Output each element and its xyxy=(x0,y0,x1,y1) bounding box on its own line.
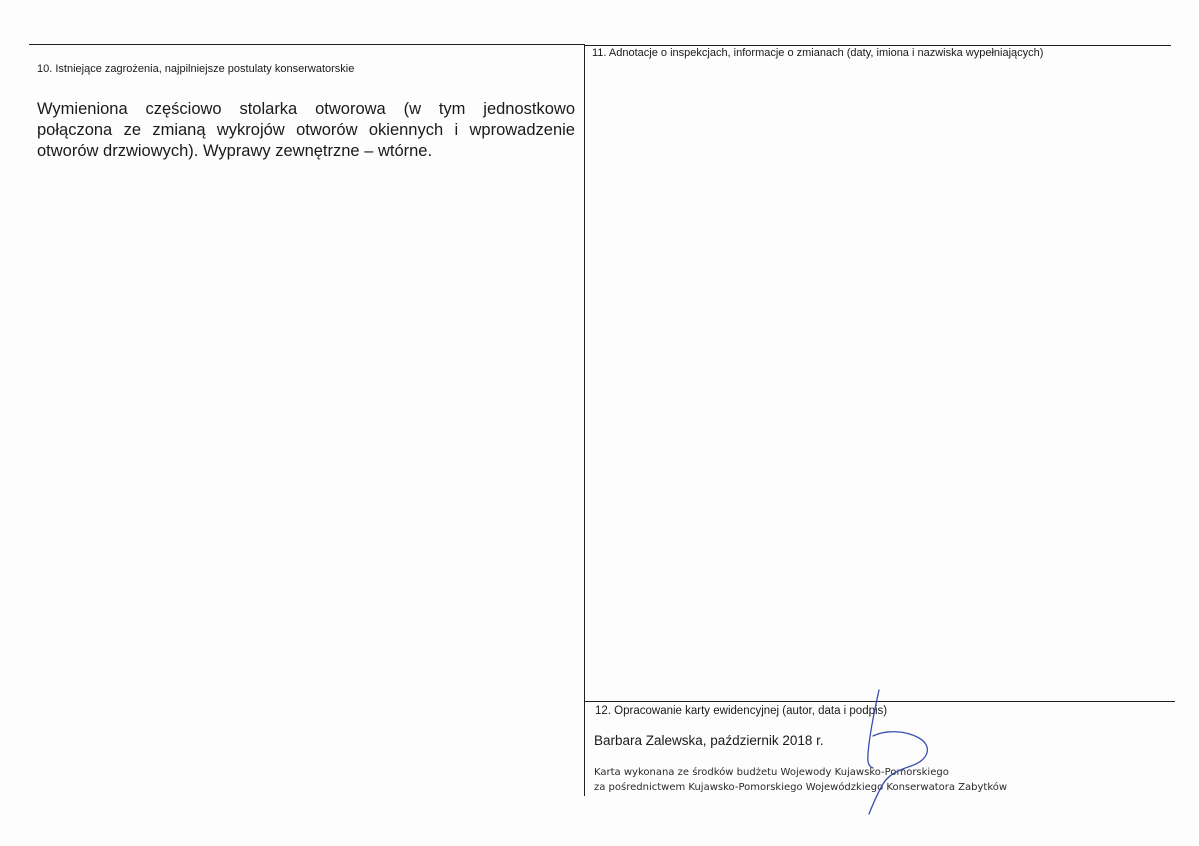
author-line: Barbara Zalewska, październik 2018 r. xyxy=(594,733,824,748)
handwritten-signature xyxy=(855,688,940,818)
funding-line-1: Karta wykonana ze środków budżetu Wojewody Kujawsko-Pomorskiego xyxy=(594,767,949,778)
section12-heading: 12. Opracowanie karty ewidencyjnej (autor, data i podpis) xyxy=(595,705,888,717)
funding-line-2: za pośrednictwem Kujawsko-Pomorskiego Wojewódzkiego Konserwatora Zabytków xyxy=(594,782,1008,793)
section10-heading: 10. Istniejące zagrożenia, najpilniejsze postulaty konserwatorskie xyxy=(37,63,355,75)
column-divider xyxy=(584,44,585,796)
top-rule-right xyxy=(584,45,1171,46)
section11-heading: 11. Adnotacje o inspekcjach, informacje o zmianach (daty, imiona i nazwiska wypełniających) xyxy=(592,47,1044,59)
funding-note xyxy=(594,765,1007,795)
top-rule-left xyxy=(29,44,584,45)
section10-body: Wymieniona częściowo stolarka otworowa (w tym jednostkowo połączona ze zmianą wykrojów otworów okiennych i wprowadzenie otworów drzwiowych). Wyprawy zewnętrzne – wtórne. xyxy=(37,100,575,160)
